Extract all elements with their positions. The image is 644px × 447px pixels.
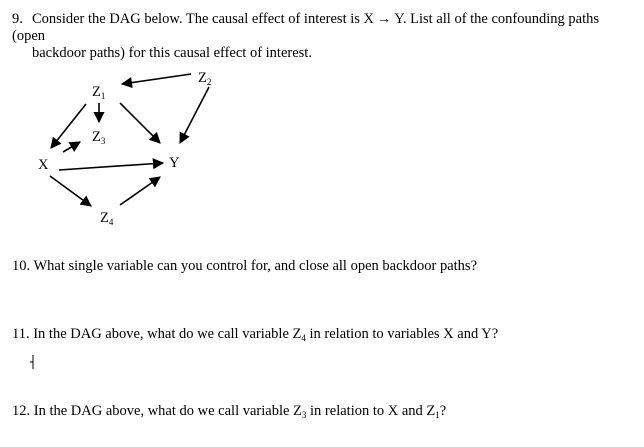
edge-z1-y [120,103,160,143]
question-9-number: 9. [12,11,23,27]
node-z2: $Z_2$ [198,70,212,87]
question-11-text-before: 11. In the DAG above, what do we call variable Z [12,326,302,342]
question-11-text-after: in relation to variables X and Y? [305,326,499,342]
question-11 [12,326,498,347]
question-11-subscript: 4 [301,333,306,343]
node-z4: $Z_4$ [100,210,114,227]
question-12-text-after: ? [439,403,447,419]
edge-x-z3 [63,142,80,152]
node-y: Y [169,155,180,171]
question-12-subscript: 3 [301,410,307,420]
question-12 [12,403,446,424]
edge-z2-y [180,87,209,143]
question-12-text-before: 12. In the DAG above, what do we call variable Z [12,403,302,419]
node-z1: $Z_1$ [92,84,106,101]
edge-z1-x [51,104,86,148]
edge-x-z4 [50,176,91,206]
edge-z2-z1 [122,74,191,84]
question-12-text-mid: in relation to X and Z [306,403,436,419]
edge-x-y [59,163,163,170]
question-9-line-2: backdoor paths) for this causal effect of interest. [32,45,312,61]
text-cursor-icon [28,353,38,371]
node-z3: $Z_3$ [92,129,106,146]
question-10: 10. What single variable can you control for, and close all open backdoor paths? [12,258,478,274]
edge-z4-y [120,177,160,205]
question-9-text: Consider the DAG below. The causal effect of interest is X → Y. List all of the confounding paths (open [12,11,600,44]
node-x: X [38,157,49,173]
question-12-subscript-2: 1 [435,410,440,420]
